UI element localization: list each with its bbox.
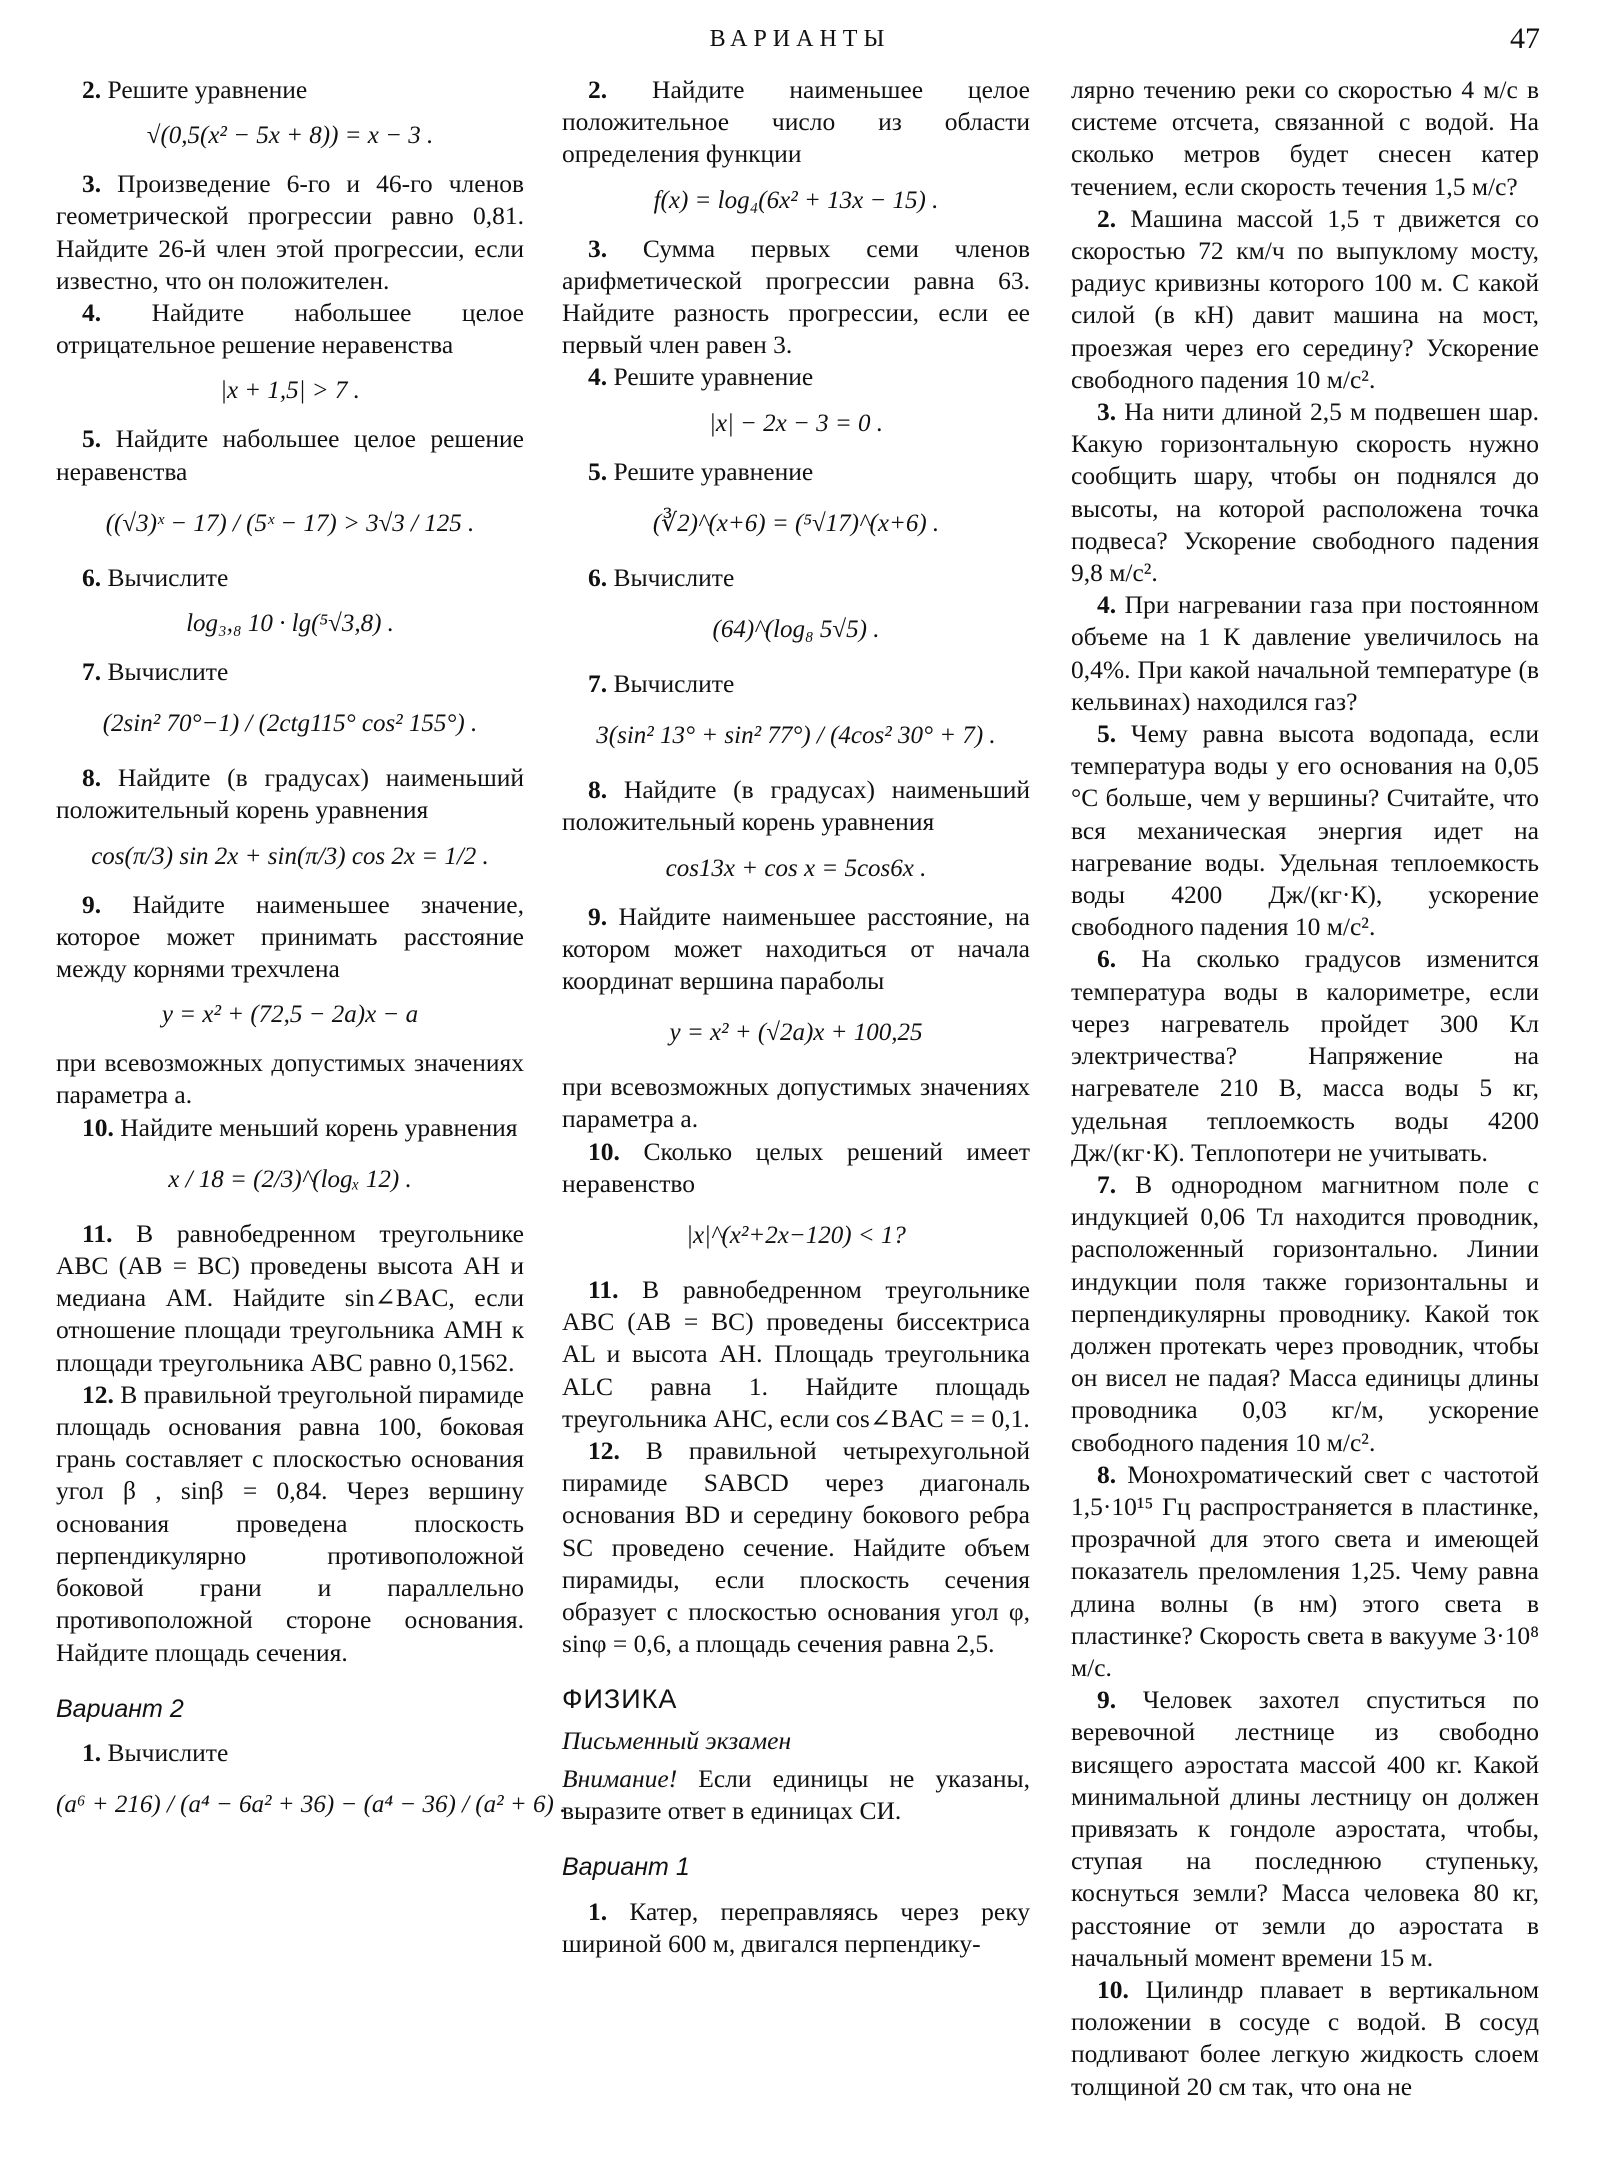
problem-number: 5. <box>588 456 608 486</box>
problem-text: На нити длиной 2,5 м подвешен шар. Какую горизонтальную скорость нужно сообщить шару, чтобы он поднялся до высоты, на которой расположена точка подвеса? Ускорение свободного падения 9,8 м/c². <box>1071 397 1540 588</box>
problem-number: 8. <box>82 763 102 793</box>
physics-problem-9 <box>1071 1684 1539 1974</box>
problem-text: Человек захотел спуститься по веревочной лестнице из свободно висящего аэростата массой 400 кг. Какой минимальной длины лестницу он должен привязать к гондоле аэростата, чтобы, ступая на последнюю ступеньку, коснуться земли? Масса человека 80 кг, расстояние от земли до аэростата в начальный момент времени 15 м. <box>1071 1685 1540 1972</box>
column-middle <box>562 74 1030 1960</box>
problem-number: 11. <box>588 1275 619 1305</box>
problem-number: 5. <box>1097 719 1117 749</box>
physics-problem-7 <box>1071 1169 1539 1459</box>
problem-number: 9. <box>588 901 608 931</box>
equation: (64)^(log₈ 5√5) . <box>712 616 880 644</box>
equation: x / 18 = (2/3)^(logₓ 12) . <box>168 1165 412 1193</box>
problem-9 <box>562 901 1030 998</box>
problem-text: Решите уравнение <box>613 456 814 486</box>
problem-8 <box>56 762 524 826</box>
problem-number: 4. <box>1097 590 1117 620</box>
problem-text: Вычислите <box>107 562 229 592</box>
problem-text: Сумма первых семи членов арифметической прогрессии равна 63. Найдите разность прогрессии, если ее первый член равен 3. <box>562 233 1030 360</box>
problem-text: Найдите набольшее целое решение неравенства <box>56 424 524 486</box>
problem-number: 7. <box>82 657 102 687</box>
problem-9 <box>56 889 524 986</box>
problem-3 <box>562 233 1030 362</box>
problem-number: 2. <box>1097 203 1117 233</box>
problem-3 <box>56 168 524 297</box>
problem-text: Решите уравнение <box>613 362 814 392</box>
problem-12 <box>56 1379 524 1669</box>
problem-2 <box>562 74 1030 171</box>
problem-text: Вычислите <box>613 562 735 592</box>
problem-number: 7. <box>588 669 608 699</box>
problem-4 <box>56 297 524 361</box>
problem-5 <box>562 456 1030 488</box>
problem-number: 2. <box>82 75 102 104</box>
subsection-title: Письменный экзамен <box>562 1725 792 1755</box>
equation: y = x² + (√2a)x + 100,25 <box>669 1019 923 1047</box>
equation: |x + 1,5| > 7 . <box>220 377 360 405</box>
problem-8 <box>562 774 1030 838</box>
problem-text: Произведение 6-го и 46-го членов геометрической прогрессии равно 0,81. Найдите 26-й член этой прогрессии, если известно, что он положителен. <box>56 169 524 295</box>
problem-11 <box>562 1274 1030 1435</box>
physics-problem-1-continued: лярно течению реки со скоростью 4 м/с в системе отсчета, связанной с водой. На сколько метров будет снесен катер течением, если скорость течения 1,5 м/с? <box>1071 75 1539 201</box>
problem-text: Вычислите <box>107 657 229 687</box>
problem-1 <box>56 1737 524 1769</box>
problem-number: 7. <box>1097 1169 1117 1199</box>
problem-text: Чему равна высота водопада, если температура воды у его основания на 0,05 °C больше, чем у вершины? Считайте, что вся механическая энергия идет на нагревание воды. Удельная теплоемкость воды 4200 Дж/(кг·К), ускорение свободного падения 10 м/c². <box>1071 719 1539 942</box>
problem-number: 8. <box>588 775 608 805</box>
problem-number: 3. <box>82 169 102 199</box>
running-head: ВАРИАНТЫ <box>709 26 891 52</box>
equation: (a⁶ + 216) / (a⁴ − 6a² + 36) − (a⁴ − 36) / (a² + 6) . <box>56 1791 567 1819</box>
problem-number: 4. <box>588 362 608 392</box>
problem-number: 3. <box>1097 397 1117 427</box>
problem-tail: при всевозможных допустимых значениях параметра a. <box>56 1048 524 1110</box>
problem-number: 6. <box>82 562 102 592</box>
problem-11 <box>56 1218 524 1379</box>
problem-text: Найдите набольшее целое отрицательное решение неравенства <box>56 298 524 360</box>
problem-text: При нагревании газа при постоянном объеме на 1 К давление увеличилось на 0,4%. При какой начальной температуре (в кельвинах) находился газ? <box>1071 590 1539 716</box>
problem-text: Катер, переправляясь через реку шириной 600 м, двигался перпендику- <box>562 1896 1030 1958</box>
problem-7 <box>56 656 524 688</box>
physics-problem-3 <box>1071 396 1539 589</box>
problem-text: Найдите наименьшее расстояние, на котором может находиться от начала координат вершина параболы <box>562 901 1030 996</box>
problem-text: Монохроматический свет с частотой 1,5·10¹⁵ Гц распространяется в пластинке, прозрачной для этого света и имеющей показатель преломления 1,25. Чему равна длина волны (в нм) этого света в пластинке? Скорость света в вакууме 3·10⁸ м/с. <box>1071 1459 1539 1682</box>
problem-number: 8. <box>1097 1459 1117 1489</box>
column-right <box>1071 74 1539 2103</box>
equation: ((√3)ˣ − 17) / (5ˣ − 17) > 3√3 / 125 . <box>105 509 475 537</box>
problem-text: Цилиндр плавает в вертикальном положении в сосуде с водой. В сосуд подливают более легкую жидкость слоем толщиной 20 см так, что она не <box>1071 1974 1539 2101</box>
problem-5 <box>56 423 524 487</box>
problem-6 <box>56 562 524 594</box>
problem-number: 10. <box>588 1136 620 1166</box>
problem-text: Сколько целых решений имеет неравенство <box>562 1136 1030 1198</box>
physics-problem-4 <box>1071 589 1539 718</box>
equation: (∛2)^(x+6) = (⁵√17)^(x+6) . <box>652 509 940 537</box>
problem-text: Найдите меньший корень уравнения <box>120 1112 518 1142</box>
section-title: ФИЗИКА <box>562 1683 678 1714</box>
problem-number: 10. <box>1097 1974 1129 2004</box>
page-number: 47 <box>1510 22 1540 55</box>
physics-problem-2 <box>1071 203 1539 396</box>
attention-note <box>562 1763 1030 1827</box>
equation: cos13x + cos x = 5cos6x . <box>665 854 927 882</box>
problem-number: 4. <box>82 298 102 328</box>
attention-label: Внимание! <box>562 1763 678 1793</box>
equation: log₃,₈ 10 · lg(⁵√3,8) . <box>186 610 394 638</box>
problem-text: В правильной четырехугольной пирамиде SABCD через диагональ основания BD и середину бокового ребра SC проведено сечение. Найдите объем пирамиды, если плоскость сечения образует с плоскостью основания угол φ, sinφ = 0,6, а площадь сечения равна 2,5. <box>562 1436 1030 1659</box>
problem-text: Машина массой 1,5 т движется со скоростью 72 км/ч по выпуклому мосту, радиус кривизны которого 100 м. С какой силой (в кН) давит машина на мост, проезжая через его середину? Ускорение свободного падения 10 м/c². <box>1071 203 1540 394</box>
attention-text: Если единицы не указаны, выразите ответ в единицах СИ. <box>562 1763 1030 1826</box>
problem-2 <box>56 74 524 106</box>
physics-problem-1 <box>562 1896 1030 1960</box>
equation: |x| − 2x − 3 = 0 . <box>708 409 884 437</box>
problem-text: В равнобедренном треугольнике ABC (AB = BC) проведены биссектриса AL и высота AH. Площадь треугольника ALC равна 1. Найдите площадь треугольника AHC, если cos∠BAC = = 0,1. <box>562 1275 1030 1433</box>
problem-10 <box>562 1136 1030 1200</box>
physics-problem-5 <box>1071 718 1539 943</box>
problem-number: 1. <box>82 1737 102 1767</box>
problem-text: В правильной треугольной пирамиде площадь основания равна 100, боковая грань составляет с плоскостью основания угол β , sinβ = 0,84. Через вершину основания проведена плоскость перпендикулярно противоположной боковой грани и параллельно противоположной стороне основания. Найдите площадь сечения. <box>56 1379 524 1667</box>
problem-4 <box>562 361 1030 393</box>
equation: 3(sin² 13° + sin² 77°) / (4cos² 30° + 7) . <box>596 722 996 750</box>
problem-number: 6. <box>1097 944 1117 974</box>
column-left <box>56 74 567 1843</box>
problem-number: 1. <box>588 1896 608 1926</box>
problem-number: 2. <box>588 75 608 104</box>
problem-text: Решите уравнение <box>107 75 308 104</box>
equation: √(0,5(x² − 5x + 8)) = x − 3 . <box>146 122 434 150</box>
problem-text: Найдите (в градусах) наименьший положительный корень уравнения <box>562 775 1030 837</box>
problem-text: Вычислите <box>107 1737 229 1767</box>
physics-problem-6 <box>1071 943 1539 1168</box>
problem-number: 5. <box>82 424 102 454</box>
problem-number: 9. <box>82 889 102 919</box>
problem-number: 6. <box>588 562 608 592</box>
problem-tail: при всевозможных допустимых значениях параметра a. <box>562 1072 1030 1134</box>
problem-12 <box>562 1435 1030 1660</box>
problem-number: 12. <box>82 1379 114 1409</box>
variant-heading: Вариант 2 <box>56 1694 184 1723</box>
problem-text: Найдите наименьшее целое положительное число из области определения функции <box>562 75 1030 169</box>
problem-7 <box>562 668 1030 700</box>
problem-text: Найдите наименьшее значение, которое может принимать расстояние между корнями трехчлена <box>56 889 524 984</box>
problem-text: Вычислите <box>613 669 735 699</box>
problem-number: 12. <box>588 1436 620 1466</box>
problem-text: В однородном магнитном поле с индукцией 0,06 Тл находится проводник, расположенный горизонтально. Линии индукции поля также горизонтальны и перпендикулярны проводнику. Какой ток должен протекать через проводник, чтобы он висел не падая? Масса единицы длины проводника 0,03 кг/м, ускорение свободного падения 10 м/c². <box>1071 1169 1540 1457</box>
problem-number: 3. <box>588 233 608 263</box>
variant-heading: Вариант 1 <box>562 1853 690 1882</box>
problem-10 <box>56 1112 524 1144</box>
physics-problem-8 <box>1071 1459 1539 1684</box>
physics-problem-10 <box>1071 1974 1539 2103</box>
equation: cos(π/3) sin 2x + sin(π/3) cos 2x = 1/2 . <box>91 842 489 870</box>
problem-text: На сколько градусов изменится температура воды в калориметре, если через нагреватель пройдет 300 Кл электричества? Напряжение на нагревателе 210 В, масса воды 5 кг, удельная теплоемкость воды 4200 Дж/(кг·К). Теплопотери не учитывать. <box>1071 944 1540 1167</box>
problem-text: Найдите (в градусах) наименьший положительный корень уравнения <box>56 763 524 825</box>
equation: f(x) = log₄(6x² + 13x − 15) . <box>653 186 939 214</box>
problem-number: 10. <box>82 1112 114 1142</box>
problem-number: 9. <box>1097 1685 1117 1715</box>
equation: (2sin² 70°−1) / (2ctg115° cos² 155°) . <box>102 710 478 738</box>
problem-number: 11. <box>82 1218 113 1248</box>
equation: y = x² + (72,5 − 2a)x − a <box>161 1001 419 1029</box>
problem-6 <box>562 562 1030 594</box>
problem-text: В равнобедренном треугольнике ABC (AB = BC) проведены высота AH и медиана AM. Найдите sin∠BAC, если отношение площади треугольника AMH к площади треугольника ABC равно 0,1562. <box>56 1218 524 1377</box>
equation: |x|^(x²+2x−120) < 1? <box>686 1222 906 1250</box>
